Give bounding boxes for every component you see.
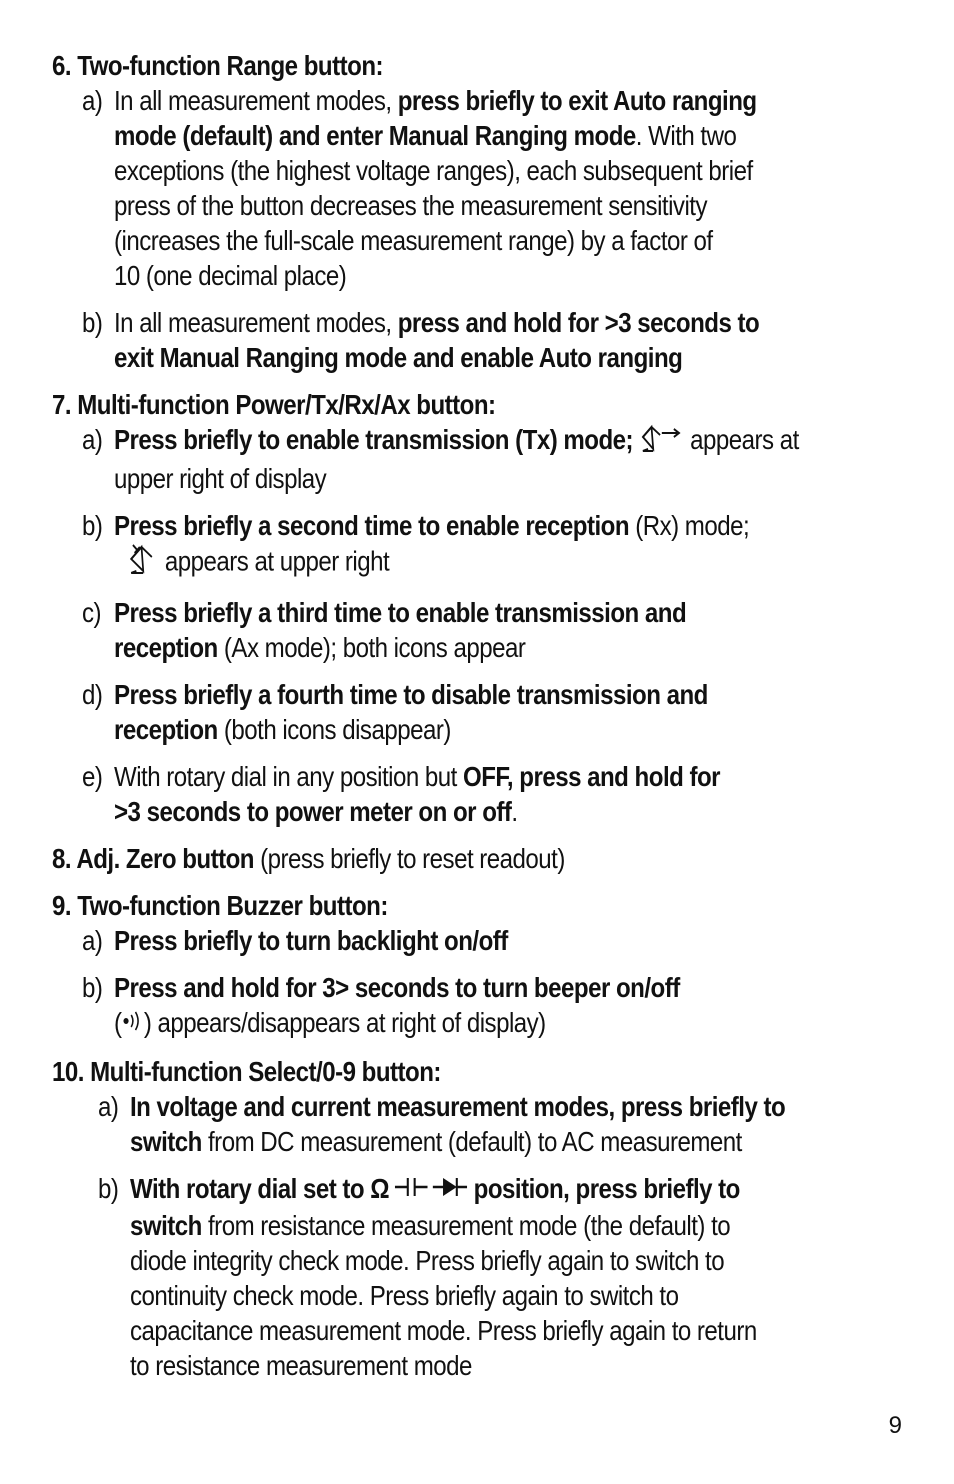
item-label: a) (82, 924, 103, 956)
list-item (52, 923, 912, 958)
diode-icon (433, 1173, 467, 1208)
list-item (52, 595, 912, 665)
satellite-transmit-icon (639, 423, 684, 461)
item-text-bold: exit Manual Ranging mode and enable Auto ranging (114, 342, 683, 373)
capacitor-icon (395, 1173, 428, 1208)
item-text: to resistance measurement mode (130, 1349, 472, 1381)
item-text-bold: switch (130, 1125, 202, 1157)
item-text: diode integrity check mode. Press briefly again to switch to (130, 1244, 725, 1276)
item-text-bold: mode (default) and enter Manual Ranging mode (114, 120, 636, 151)
item-text: (both icons disappear) (217, 713, 451, 745)
item-text: 10 (one decimal place) (114, 260, 347, 291)
list-item (52, 1171, 912, 1383)
item-text-bold: Press and hold for 3> seconds to turn beeper on/off (114, 971, 680, 1003)
item-text-bold: Press briefly a second time to enable reception (114, 509, 630, 541)
item-text: from DC measurement (default) to AC measurement (201, 1125, 742, 1157)
section-title: 9. Two-function Buzzer button: (52, 889, 388, 921)
item-text: (increases the full-scale measurement range) by a factor of (114, 225, 713, 256)
section-range-button (52, 48, 912, 375)
sound-waves-icon (122, 1007, 144, 1042)
manual-page (52, 48, 912, 1395)
section-power-button (52, 387, 912, 829)
item-label: b) (98, 1172, 119, 1204)
section-title-bold: 8. Adj. Zero button (52, 842, 254, 874)
item-label: a) (98, 1090, 119, 1122)
item-text: (Rx) mode; (629, 509, 750, 541)
list-item (52, 970, 912, 1042)
item-text-bold: OFF, press and hold for (462, 760, 721, 792)
section-select-button (52, 1054, 912, 1383)
section-title-text: (press briefly to reset readout) (253, 842, 565, 874)
item-text-bold: press briefly to exit Auto ranging (397, 85, 757, 116)
section-title: 10. Multi-function Select/0-9 button: (52, 1055, 441, 1087)
item-text-bold: reception (114, 713, 218, 745)
item-label: a) (82, 424, 103, 455)
section-title (52, 841, 792, 876)
item-text-bold: Press briefly a fourth time to disable transmission and (114, 678, 708, 710)
item-text-bold: With rotary dial set to Ω (130, 1172, 396, 1204)
item-text: from resistance measurement mode (the default) to (201, 1209, 731, 1241)
item-text: . (511, 795, 518, 827)
list-item (52, 508, 912, 583)
section-adj-zero-button (52, 841, 912, 876)
section-title: 6. Two-function Range button: (52, 50, 384, 81)
item-text: . With two (635, 120, 737, 151)
item-text: press of the button decreases the measurement sensitivity (114, 190, 707, 221)
item-text: exceptions (the highest voltage ranges), each subsequent brief (114, 155, 753, 186)
item-text-bold: position, press briefly to (467, 1172, 740, 1204)
item-text-bold: reception (114, 631, 218, 663)
item-text: upper right of display (114, 462, 327, 494)
section-title: 7. Multi-function Power/Tx/Rx/Ax button: (52, 389, 496, 420)
list-item (52, 677, 912, 747)
item-text-bold: Press briefly to enable transmission (Tx) mode; (114, 424, 634, 455)
list-item (52, 759, 912, 829)
item-text-bold: Press briefly a third time to enable transmission and (114, 596, 687, 628)
item-label: c) (82, 596, 102, 628)
item-text: (Ax mode); both icons appear (217, 631, 526, 663)
item-text: capacitance measurement mode. Press briefly again to return (130, 1314, 757, 1346)
list-item (52, 1089, 912, 1159)
item-text-bold: switch (130, 1209, 202, 1241)
item-label: b) (82, 971, 103, 1003)
item-label: b) (82, 307, 103, 338)
list-item (52, 422, 912, 496)
item-text-bold: Press briefly to turn backlight on/off (114, 924, 508, 956)
item-text: With rotary dial in any position but (114, 760, 463, 792)
item-text: In all measurement modes, (114, 307, 398, 338)
item-label: d) (82, 678, 103, 710)
page-number: 9 (888, 1412, 902, 1439)
item-text: appears at upper right (158, 545, 390, 576)
item-text: ) appears/disappears at right of display) (143, 1006, 546, 1038)
satellite-receive-icon (124, 543, 158, 583)
list-item (52, 83, 912, 293)
item-text-bold: In voltage and current measurement modes, press briefly to (130, 1090, 786, 1122)
item-text-bold: >3 seconds to power meter on or off (114, 795, 512, 827)
item-label: a) (82, 85, 103, 116)
item-text-bold: press and hold for >3 seconds to (397, 307, 760, 338)
item-text: ( (114, 1006, 122, 1038)
list-item (52, 305, 912, 375)
item-label: e) (82, 760, 103, 792)
item-text: continuity check mode. Press briefly again to switch to (130, 1279, 679, 1311)
item-label: b) (82, 509, 103, 541)
item-text: appears at (683, 424, 799, 455)
item-text: In all measurement modes, (114, 85, 398, 116)
section-buzzer-button (52, 888, 912, 1042)
